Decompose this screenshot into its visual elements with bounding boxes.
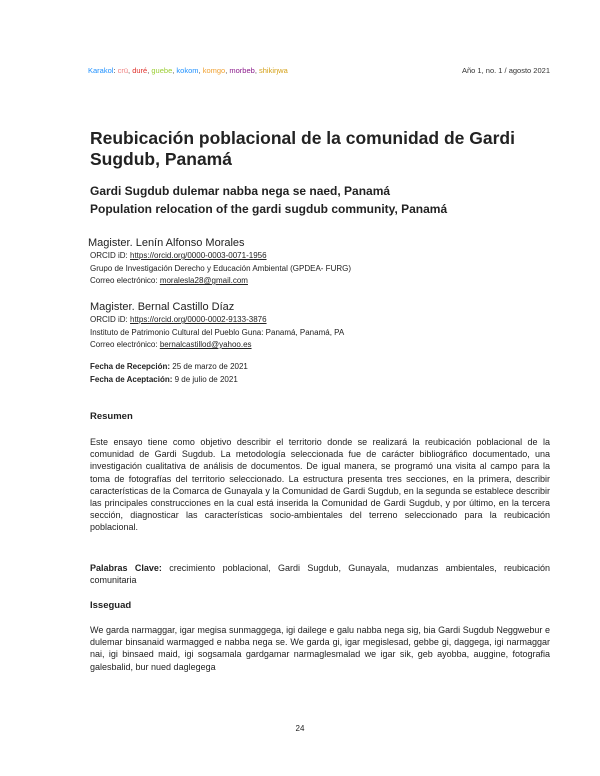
author-name-line <box>90 300 560 314</box>
resumen-paragraph: Este ensayo tiene como objetivo describir el territorio donde se realizará la reubicación poblacional de la comunidad de Gardi Sugdub. La metodología seleccionada fue de carácter bibliográfico documentado, una investigación cualitativa de análisis de documentos. De igual manera, se programó una visita al campo para la toma de fotografías del territorio seleccionado. La estructura presenta tres secciones, en la primera, describir características de la Comarca de Gunayala y la Comunidad de Gardi Sugdub, en la segunda se establece describir las principales construcciones en la cual está inserida la Comunidad de Gardi Sugdub, y por último, en la tercera sección, diagnosticar las características socio-ambientales del terreno seleccionado para la reubicación poblacional. <box>90 437 550 533</box>
journal-title <box>88 64 288 78</box>
accepted-date <box>90 374 248 387</box>
email-link[interactable]: bernalcastillod@yahoo.es <box>159 340 252 349</box>
resumen-heading: Resumen <box>90 411 133 422</box>
author-orcid <box>90 314 560 327</box>
orcid-label: ORCID iD: <box>90 251 130 260</box>
author-block-1 <box>90 236 560 288</box>
isseguad-paragraph: We garda narmaggar, igar megisa sunmaggega, igi dailege e galu nabba nega sig, bia Gardi Sugdub Neggwebur e dulemar binsanaid warmagged e nabba nega se. We garda gi, igar megislesad, gebbe gi, daggega, igi narmaggar nai, igi binsaed maid, igi sogsamala gardgamar narmaglesmalad we igar sik, geb ayobba, auggine, fotografia galesbalid, bur nued daglegega <box>90 625 550 672</box>
article-subtitle-guna: Gardi Sugdub dulemar nabba nega se naed, Panamá <box>90 184 391 198</box>
journal-name: Karakol <box>88 66 114 75</box>
keywords-text: crecimiento poblacional, Gardi Sugdub, Gunayala, mudanzas ambientales, reubicación comunitaria <box>90 563 550 586</box>
journal-word: kokom <box>176 66 199 75</box>
received-date <box>90 361 248 374</box>
author-affiliation: Instituto de Patrimonio Cultural del Pueblo Guna: Panamá, Panamá, PA <box>90 327 345 337</box>
journal-word: komgo <box>202 66 226 75</box>
article-title: Reubicación poblacional de la comunidad de Gardi Sugdub, Panamá <box>90 128 515 169</box>
author-degree: Magister. <box>88 237 133 249</box>
article-subtitle-english: Population relocation of the gardi sugdub community, Panamá <box>90 202 448 216</box>
journal-word: crü <box>117 66 129 75</box>
author-email <box>90 339 560 352</box>
accepted-value: 9 de julio de 2021 <box>172 374 238 384</box>
journal-words: crü, duré, guebe, kokom, komgo, morbeb, shikiŋwa <box>117 66 288 75</box>
journal-word: duré <box>132 66 148 75</box>
journal-word: morbeb <box>229 66 255 75</box>
journal-word: shikiŋwa <box>258 66 288 75</box>
author-orcid <box>90 250 560 263</box>
journal-word: guebe <box>151 66 173 75</box>
article-dates <box>90 361 248 386</box>
received-label: Fecha de Recepción: <box>90 362 171 371</box>
accepted-label: Fecha de Aceptación: <box>90 374 173 384</box>
keywords-paragraph <box>90 562 550 586</box>
author-block-2 <box>90 300 560 352</box>
author-email <box>90 275 560 288</box>
orcid-label: ORCID iD: <box>90 315 130 324</box>
journal-separator: : <box>113 66 118 75</box>
email-link[interactable]: moralesla28@gmail.com <box>159 276 248 285</box>
author-degree: Magister. <box>90 301 135 313</box>
orcid-link[interactable]: https://orcid.org/0000-0002-9133-3876 <box>130 315 267 324</box>
received-value: 25 de marzo de 2021 <box>170 362 248 371</box>
orcid-link[interactable]: https://orcid.org/0000-0003-0071-1956 <box>130 251 267 260</box>
author-name: Lenín Alfonso Morales <box>135 237 245 249</box>
issue-info: Año 1, no. 1 / agosto 2021 <box>462 66 550 75</box>
email-label: Correo electrónico: <box>90 340 160 349</box>
isseguad-heading: Isseguad <box>90 600 132 611</box>
author-name: Bernal Castillo Díaz <box>137 301 235 313</box>
author-affiliation: Grupo de Investigación Derecho y Educación Ambiental (GPDEA- FURG) <box>90 263 352 273</box>
keywords-label: Palabras Clave: <box>90 563 162 573</box>
page-number: 24 <box>295 724 305 733</box>
email-label: Correo electrónico: <box>90 276 160 285</box>
author-name-line <box>88 236 560 250</box>
running-header <box>88 64 550 78</box>
